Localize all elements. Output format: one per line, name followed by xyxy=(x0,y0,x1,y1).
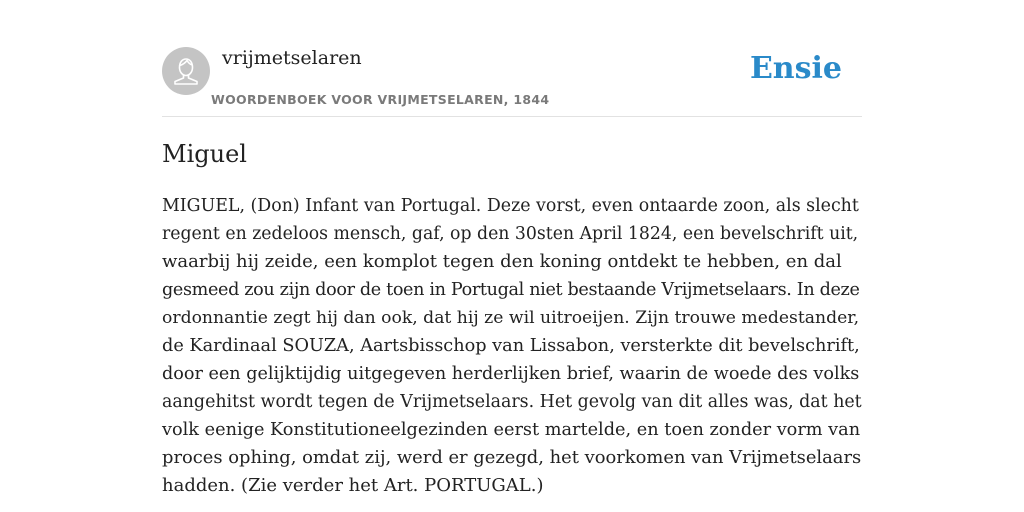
body-line: ordonnantie zegt hij dan ook, dat hij ze wil uitroeijen. Zijn trouwe medestander, xyxy=(162,308,860,328)
body-line: regent en zedeloos mensch, gaf, op den 30sten April 1824, een bevelschrift uit, xyxy=(162,224,859,244)
brand-logo[interactable]: Ensie xyxy=(749,51,842,86)
body-line: proces ophing, omdat zij, werd er gezegd, het voorkomen van Vrijmetselaars xyxy=(162,447,862,468)
entry-title: Miguel xyxy=(162,140,247,168)
body-line: de Kardinaal SOUZA, Aartsbisschop van Lissabon, versterkte dit bevelschrift, xyxy=(162,336,860,356)
entry-body xyxy=(162,192,862,500)
header xyxy=(162,46,862,117)
body-line: door een gelijktijdig uitgegeven herderlijken brief, waarin de woede des volks xyxy=(162,364,860,384)
source-title[interactable]: WOORDENBOEK VOOR VRIJMETSELAREN, 1844 xyxy=(211,92,550,107)
user-icon xyxy=(162,47,210,95)
body-line: volk eenige Konstitutioneelgezinden eerst martelde, en toen zonder vorm van xyxy=(162,420,861,440)
body-line: aangehitst wordt tegen de Vrijmetselaars. Het gevolg van dit alles was, dat het xyxy=(162,392,862,412)
body-line: hadden. (Zie verder het Art. PORTUGAL.) xyxy=(162,475,544,496)
avatar[interactable] xyxy=(162,47,210,95)
body-line: waarbij hij zeide, een komplot tegen den koning ontdekt te hebben, en dal xyxy=(162,251,842,272)
body-line: MIGUEL, (Don) Infant van Portugal. Deze vorst, even ontaarde zoon, als slecht xyxy=(162,196,859,216)
author-name[interactable]: vrijmetselaren xyxy=(222,47,362,69)
body-line: gesmeed zou zijn door de toen in Portugal niet bestaande Vrijmetselaars. In deze xyxy=(162,280,860,300)
